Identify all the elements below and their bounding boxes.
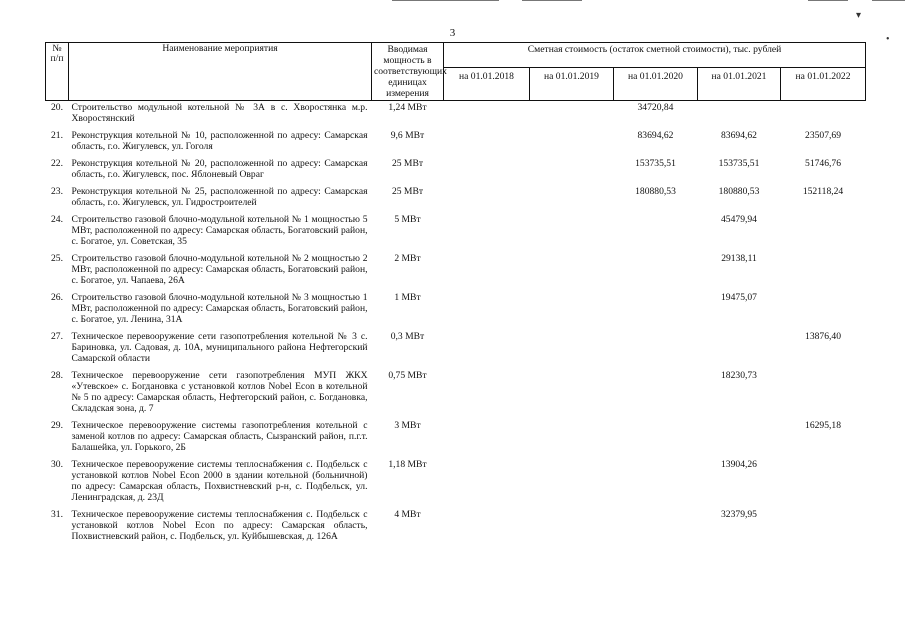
row-value: [444, 330, 530, 369]
row-number: 28.: [51, 370, 63, 381]
top-edge-line: [522, 0, 582, 1]
row-name: Реконструкция котельной № 20, расположенной по адресу: Самарская область, г.о. Жигулевск, пос. Яблоневый Овраг: [71, 158, 368, 180]
row-number: 29.: [51, 420, 63, 431]
row-value: [614, 419, 698, 458]
table-row: [46, 157, 866, 185]
scan-dot: ▾: [856, 10, 862, 21]
header-year: на 01.01.2018: [444, 68, 530, 101]
row-capacity: 0,3 МВт: [390, 331, 425, 342]
header-year: на 01.01.2019: [530, 68, 614, 101]
header-year: на 01.01.2020: [614, 68, 698, 101]
header-name: Наименование мероприятия: [69, 43, 372, 101]
row-value: [444, 458, 530, 508]
row-value: 153735,51: [718, 158, 760, 169]
row-capacity: 1 МВт: [394, 292, 421, 303]
row-capacity: 5 МВт: [394, 214, 421, 225]
row-value: [530, 458, 614, 508]
row-value: [444, 129, 530, 157]
row-value: 16295,18: [805, 420, 842, 431]
row-number: 25.: [51, 253, 63, 264]
row-capacity: 1,24 МВт: [388, 102, 427, 113]
top-edge-line: [872, 0, 905, 1]
row-value: 13904,26: [721, 459, 757, 470]
header-capacity: Вводимая мощность в соответствующих единицах измерения: [372, 43, 444, 101]
row-value: [698, 330, 781, 369]
row-value: 83694,62: [721, 130, 757, 141]
row-name: Техническое перевооружение сети газопотребления котельной № 3 с. Бариновка, ул. Садовая, д. 10А, муниципального района Нефтегорский Самарской области: [71, 331, 368, 364]
row-number: 23.: [51, 186, 63, 197]
table-row: [46, 330, 866, 369]
row-value: 19475,07: [721, 292, 757, 303]
row-value: [781, 213, 866, 252]
row-capacity: 0,75 МВт: [388, 370, 427, 381]
events-table: [45, 42, 866, 547]
row-number: 20.: [51, 102, 63, 113]
row-value: [781, 101, 866, 130]
row-value: [444, 185, 530, 213]
row-value: [444, 419, 530, 458]
row-name: Техническое перевооружение системы теплоснабжения с. Подбельск с установкой котлов Nobel Econ 2000 в здании котельной (больничной) по адресу: Самарская область, Похвистневский р-н, с. Подбельск, ул. Ленинградская, д. 23Д: [71, 459, 368, 503]
row-value: [781, 291, 866, 330]
row-value: [781, 458, 866, 508]
table-row: [46, 458, 866, 508]
row-value: [614, 252, 698, 291]
row-value: 153735,51: [635, 158, 676, 169]
header-year: на 01.01.2022: [781, 68, 866, 101]
row-value: 23507,69: [805, 130, 842, 141]
header-row: [46, 43, 866, 68]
row-number: 27.: [51, 331, 63, 342]
row-value: [614, 213, 698, 252]
table-row: [46, 508, 866, 547]
row-capacity: 25 МВт: [391, 158, 424, 169]
row-value: 18230,73: [721, 370, 757, 381]
row-value: 51746,76: [805, 158, 842, 169]
table-row: [46, 129, 866, 157]
row-value: 180880,53: [635, 186, 676, 197]
row-value: [530, 330, 614, 369]
table-row: [46, 369, 866, 419]
row-number: 24.: [51, 214, 63, 225]
row-value: [444, 101, 530, 130]
table-row: [46, 291, 866, 330]
row-capacity: 3 МВт: [394, 420, 421, 431]
row-value: [444, 157, 530, 185]
table-row: [46, 213, 866, 252]
row-capacity: 9,6 МВт: [390, 130, 425, 141]
top-edge-line: [392, 0, 499, 1]
row-value: 152118,24: [802, 186, 844, 197]
row-value: [530, 157, 614, 185]
row-value: [530, 213, 614, 252]
row-name: Реконструкция котельной № 10, расположенной по адресу: Самарская область, г.о. Жигулевск, ул. Гоголя: [71, 130, 368, 152]
header-cost: Сметная стоимость (остаток сметной стоимости), тыс. рублей: [444, 43, 866, 68]
row-value: [530, 101, 614, 130]
row-value: [530, 252, 614, 291]
row-value: [444, 252, 530, 291]
row-name: Техническое перевооружение системы газопотребления котельной с заменой котлов по адресу: Самарская область, Сызранский район, п.г.т. Балашейка, ул. Горького, 2Б: [71, 420, 368, 453]
row-value: 45479,94: [721, 214, 757, 225]
row-value: 32379,95: [721, 509, 757, 520]
row-value: [614, 369, 698, 419]
row-value: [781, 369, 866, 419]
table-row: [46, 101, 866, 130]
row-capacity: 2 МВт: [394, 253, 421, 264]
row-value: 29138,11: [721, 253, 757, 264]
row-name: Строительство модульной котельной № 3А в с. Хворостянка м.р. Хворостянский: [71, 102, 368, 124]
row-number: 21.: [51, 130, 63, 141]
row-value: [530, 508, 614, 547]
header-num: № п/п: [46, 43, 69, 101]
row-number: 22.: [51, 158, 63, 169]
row-value: [444, 291, 530, 330]
row-value: [614, 458, 698, 508]
row-number: 31.: [51, 509, 63, 520]
row-value: [530, 185, 614, 213]
row-value: [614, 508, 698, 547]
row-value: [530, 129, 614, 157]
row-name: Строительство газовой блочно-модульной котельной № 3 мощностью 1 МВт, расположенной по адресу: Самарская область, Богатовский район, с. Богатое, ул. Ленина, 31А: [71, 292, 368, 325]
page-number: 3: [449, 27, 456, 39]
row-value: 180880,53: [718, 186, 760, 197]
row-value: [530, 291, 614, 330]
row-value: [698, 419, 781, 458]
table-row: [46, 185, 866, 213]
row-value: [781, 508, 866, 547]
scan-dot: •: [886, 34, 890, 45]
table-row: [46, 419, 866, 458]
row-value: 13876,40: [805, 331, 842, 342]
header-year: на 01.01.2021: [698, 68, 781, 101]
row-value: [444, 369, 530, 419]
row-capacity: 1,18 МВт: [388, 459, 427, 470]
row-value: 83694,62: [637, 130, 674, 141]
row-value: [444, 213, 530, 252]
row-name: Техническое перевооружение системы теплоснабжения с. Подбельск с установкой котлов Nobel Econ по адресу: Самарская область, Похвистневский район, с. Подбельск, ул. Куйбышевская, д. 126А: [71, 509, 368, 542]
row-capacity: 4 МВт: [394, 509, 421, 520]
row-value: [698, 101, 781, 130]
row-value: [444, 508, 530, 547]
row-value: [530, 369, 614, 419]
row-number: 26.: [51, 292, 63, 303]
row-value: [614, 291, 698, 330]
row-value: [614, 330, 698, 369]
row-value: [781, 252, 866, 291]
row-value: [530, 419, 614, 458]
row-name: Строительство газовой блочно-модульной котельной № 1 мощностью 5 МВт, расположенной по адресу: Самарская область, Богатовский район, с. Богатое, ул. Советская, 35: [71, 214, 368, 247]
row-name: Техническое перевооружение сети газопотребления МУП ЖКХ «Утевское» с. Богдановка с установкой котлов Nobel Econ в котельной № 5 по адресу: Самарская область, Нефтегорский район, с. Богдановка, Складская зона, д. 7: [71, 370, 368, 414]
row-number: 30.: [51, 459, 63, 470]
top-edge-line: [808, 0, 848, 1]
table-row: [46, 252, 866, 291]
row-name: Строительство газовой блочно-модульной котельной № 2 мощностью 2 МВт, расположенной по адресу: Самарская область, Богатовский район, с. Богатое, ул. Чапаева, 26А: [71, 253, 368, 286]
row-capacity: 25 МВт: [391, 186, 424, 197]
row-name: Реконструкция котельной № 25, расположенной по адресу: Самарская область, г.о. Жигулевск, ул. Гидростроителей: [71, 186, 368, 208]
row-value: 34720,84: [637, 102, 674, 113]
